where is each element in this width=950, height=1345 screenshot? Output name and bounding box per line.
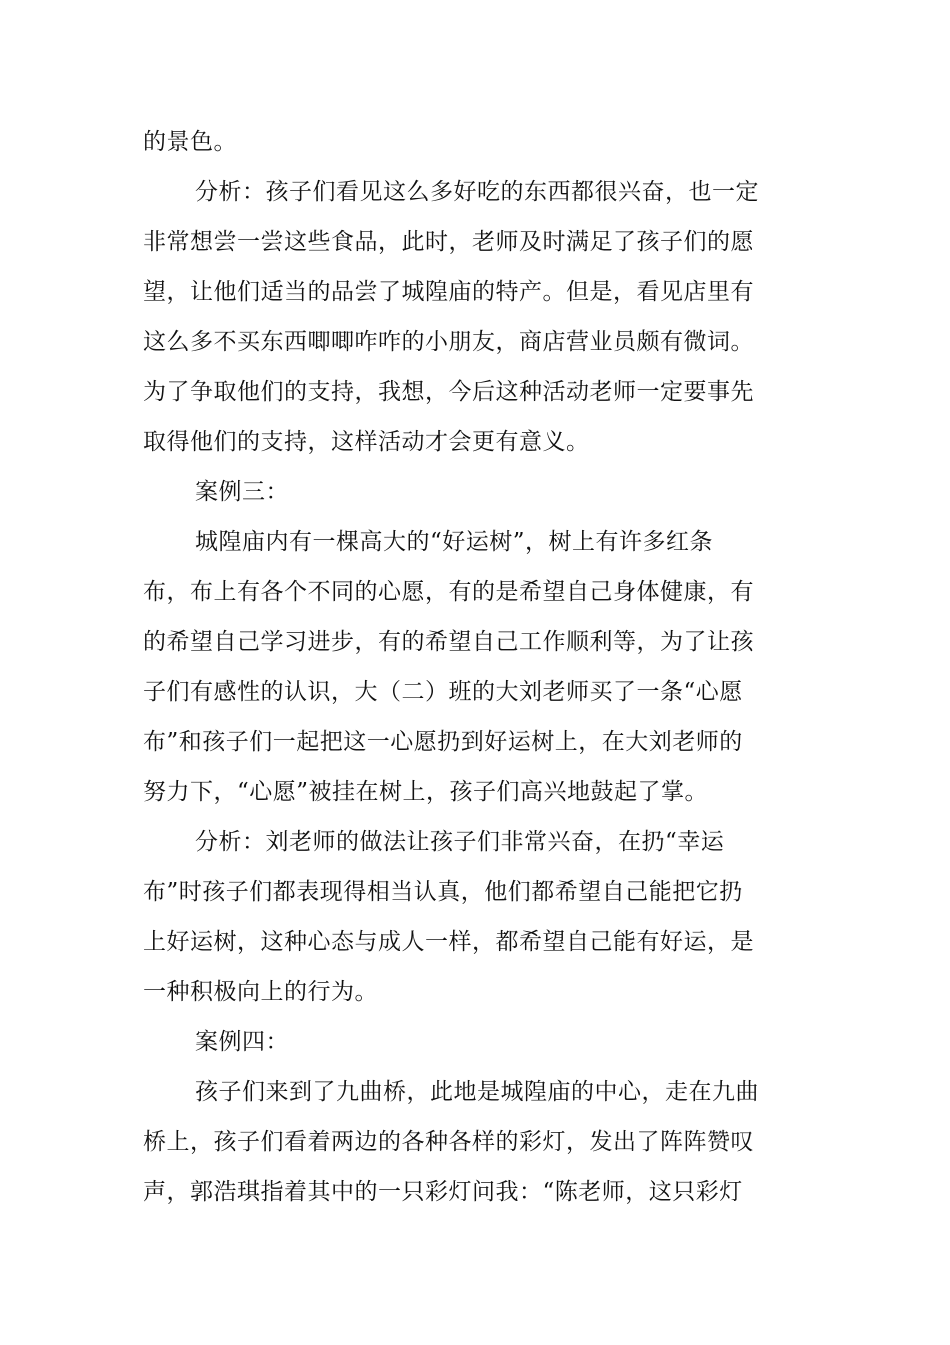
text-line: 取得他们的支持，这样活动才会更有意义。 <box>143 429 590 455</box>
paragraph-analysis-3-start: 分析：刘老师的做法让孩子们非常兴奋，在扔“幸运 <box>195 829 725 855</box>
text-line: 这么多不买东西唧唧咋咋的小朋友，商店营业员颇有微词。 <box>143 329 754 355</box>
text-line: 望，让他们适当的品尝了城隍庙的特产。但是，看见店里有 <box>143 279 754 305</box>
text-line: 声，郭浩琪指着其中的一只彩灯问我：“陈老师，这只彩灯 <box>143 1179 743 1205</box>
case-heading-4: 案例四： <box>195 1029 289 1055</box>
case-heading-3: 案例三： <box>195 479 289 505</box>
paragraph-case-4-start: 孩子们来到了九曲桥，此地是城隍庙的中心，走在九曲 <box>195 1079 759 1105</box>
text-line: 上好运树，这种心态与成人一样，都希望自己能有好运，是 <box>143 929 754 955</box>
text-line: 布”时孩子们都表现得相当认真，他们都希望自己能把它扔 <box>143 879 743 905</box>
text-line: 桥上，孩子们看着两边的各种各样的彩灯，发出了阵阵赞叹 <box>143 1129 754 1155</box>
paragraph-analysis-start: 分析：孩子们看见这么多好吃的东西都很兴奋，也一定 <box>195 179 759 205</box>
text-line: 子们有感性的认识，大（二）班的大刘老师买了一条“心愿 <box>143 679 743 705</box>
text-line: 布”和孩子们一起把这一心愿扔到好运树上，在大刘老师的 <box>143 729 743 755</box>
text-line: 的景色。 <box>143 129 237 155</box>
text-line: 为了争取他们的支持，我想，今后这种活动老师一定要事先 <box>143 379 754 405</box>
text-line: 非常想尝一尝这些食品，此时，老师及时满足了孩子们的愿 <box>143 229 754 255</box>
document-body <box>143 117 759 1217</box>
text-line: 的希望自己学习进步，有的希望自己工作顺利等，为了让孩 <box>143 629 754 655</box>
text-line: 布，布上有各个不同的心愿，有的是希望自己身体健康，有 <box>143 579 754 605</box>
text-line: 一种积极向上的行为。 <box>143 979 378 1005</box>
paragraph-case-3-start: 城隍庙内有一棵高大的“好运树”，树上有许多红条 <box>195 529 714 555</box>
text-line: 努力下，“心愿”被挂在树上，孩子们高兴地鼓起了掌。 <box>143 779 709 805</box>
